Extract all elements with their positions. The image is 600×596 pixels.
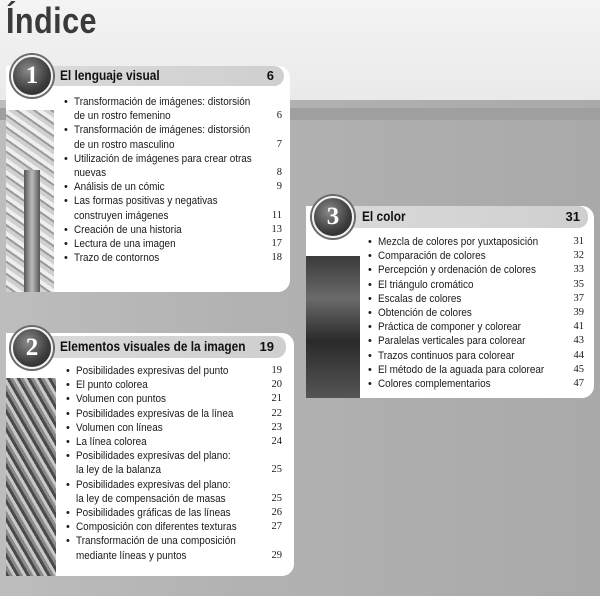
- toc-entry-page: 23: [271, 421, 282, 433]
- toc-entry-text: • Trazos continuos para colorear: [378, 349, 515, 362]
- section-1-photo: [6, 110, 54, 292]
- toc-entry[interactable]: [64, 180, 282, 194]
- toc-entry[interactable]: [66, 435, 282, 449]
- section-1-header: [48, 66, 284, 86]
- toc-entry[interactable]: [64, 237, 282, 251]
- toc-entry-text: • Volumen con líneas: [76, 421, 163, 434]
- toc-entry-text: • Mezcla de colores por yuxtaposición: [378, 236, 539, 248]
- toc-entry[interactable]: [66, 534, 282, 562]
- section-3-title[interactable]: El color: [362, 209, 406, 224]
- toc-entry-page: 18: [271, 252, 282, 264]
- toc-entry-text: • Trazo de contornos: [74, 252, 160, 265]
- toc-entry-text: • Posibilidades expresivas de la línea: [76, 407, 234, 420]
- toc-entry[interactable]: [66, 364, 282, 378]
- section-1-item-list: [64, 95, 282, 265]
- toc-entry-text: • Escalas de colores: [378, 292, 462, 305]
- section-2-number-badge: 2: [11, 327, 53, 369]
- toc-entry-page: 45: [573, 363, 584, 375]
- toc-entry-page: 13: [271, 223, 282, 235]
- toc-entry-page: 9: [276, 181, 282, 193]
- toc-entry-text: • Posibilidades expresivas del punto: [76, 365, 229, 377]
- toc-entry[interactable]: [368, 349, 584, 363]
- toc-entry-text: • Posibilidades expresivas del plano:: [76, 478, 231, 491]
- toc-entry-text: • Comparación de colores: [378, 250, 486, 263]
- section-3-page: 31: [565, 209, 580, 224]
- toc-entry-page: 32: [573, 250, 584, 262]
- toc-entry[interactable]: [66, 449, 282, 477]
- toc-entry-page: 44: [573, 349, 584, 361]
- toc-entry[interactable]: [66, 392, 282, 406]
- toc-entry-page: 22: [271, 407, 282, 419]
- toc-entry[interactable]: [368, 363, 584, 377]
- section-3-item-list: [368, 235, 584, 391]
- toc-entry-page: 8: [276, 167, 282, 179]
- toc-entry-page: 27: [271, 521, 282, 533]
- toc-entry-text: nuevas: [74, 167, 107, 180]
- toc-entry-text: • Transformación de imágenes: distorsión: [74, 96, 251, 108]
- toc-entry[interactable]: [368, 292, 584, 306]
- section-3-number-badge: 3: [312, 196, 354, 238]
- toc-entry[interactable]: [368, 334, 584, 348]
- toc-entry-text: • Transformación de una composición: [76, 535, 236, 548]
- tower-shape: [24, 170, 40, 292]
- section-1-title[interactable]: El lenguaje visual: [60, 68, 160, 83]
- toc-entry-page: 35: [573, 278, 584, 290]
- toc-entry-text: la ley de compensación de masas: [76, 492, 226, 505]
- toc-entry-page: 17: [271, 238, 282, 250]
- toc-entry[interactable]: [64, 152, 282, 180]
- toc-entry[interactable]: [368, 377, 584, 391]
- toc-entry-page: 31: [573, 236, 584, 247]
- section-2-title[interactable]: Elementos visuales de la imagen: [60, 339, 246, 354]
- toc-entry-text: de un rostro femenino: [74, 110, 171, 123]
- toc-entry[interactable]: [368, 235, 584, 249]
- toc-entry-page: 39: [573, 307, 584, 319]
- toc-entry[interactable]: [64, 194, 282, 222]
- toc-entry-page: 24: [271, 436, 282, 448]
- toc-entry-page: 37: [573, 292, 584, 304]
- toc-entry-page: 20: [271, 379, 282, 391]
- toc-entry[interactable]: [66, 506, 282, 520]
- toc-entry-page: 25: [271, 464, 282, 476]
- toc-entry-text: • Paralelas verticales para colorear: [378, 335, 526, 348]
- toc-entry[interactable]: [66, 378, 282, 392]
- toc-entry-text: • El método de la aguada para colorear: [378, 363, 545, 376]
- toc-entry[interactable]: [66, 407, 282, 421]
- section-1-page: 6: [266, 68, 274, 83]
- toc-entry-text: • Transformación de imágenes: distorsión: [74, 124, 251, 137]
- toc-entry-page: 29: [271, 549, 282, 561]
- toc-entry[interactable]: [368, 278, 584, 292]
- toc-entry-text: • Percepción y ordenación de colores: [378, 264, 536, 277]
- toc-entry-text: • Posibilidades expresivas del plano:: [76, 450, 231, 463]
- toc-entry-text: • Composición con diferentes texturas: [76, 521, 237, 534]
- toc-entry-text: • El triángulo cromático: [378, 278, 474, 291]
- toc-entry-text: construyen imágenes: [74, 209, 169, 222]
- toc-entry[interactable]: [64, 95, 282, 123]
- toc-entry[interactable]: [368, 263, 584, 277]
- toc-entry-text: la ley de la balanza: [76, 464, 162, 477]
- toc-entry-text: • Creación de una historia: [74, 223, 182, 236]
- toc-entry-page: 7: [276, 138, 282, 150]
- toc-entry-text: • La línea colorea: [76, 436, 147, 449]
- toc-entry-page: 41: [573, 321, 584, 333]
- section-2-page: 19: [259, 339, 274, 354]
- toc-entry-page: 26: [271, 507, 282, 519]
- toc-entry-page: 43: [573, 335, 584, 347]
- toc-entry[interactable]: [368, 306, 584, 320]
- toc-entry[interactable]: [64, 223, 282, 237]
- toc-entry[interactable]: [66, 520, 282, 534]
- toc-entry-text: • Análisis de un cómic: [74, 181, 165, 194]
- toc-entry-page: 6: [276, 110, 282, 122]
- toc-entry[interactable]: [66, 478, 282, 506]
- toc-entry[interactable]: [64, 123, 282, 151]
- toc-entry-text: • Utilización de imágenes para crear otras: [74, 152, 252, 165]
- toc-entry-text: • Posibilidades gráficas de las líneas: [76, 507, 231, 520]
- toc-entry-page: 19: [271, 365, 282, 376]
- section-2-header: [48, 336, 286, 358]
- toc-entry-page: 11: [271, 209, 282, 221]
- toc-entry-page: 47: [573, 378, 584, 390]
- section-3-header: [350, 206, 588, 228]
- section-2-photo: [6, 378, 56, 576]
- toc-entry[interactable]: [368, 320, 584, 334]
- toc-entry-text: • Lectura de una imagen: [74, 238, 176, 251]
- toc-entry-page: 33: [573, 264, 584, 276]
- toc-entry-page: 21: [271, 393, 282, 405]
- toc-entry-text: • Práctica de componer y colorear: [378, 321, 522, 334]
- page-title: Índice: [6, 0, 97, 41]
- toc-entry-text: • Colores complementarios: [378, 378, 491, 391]
- toc-entry-text: • Volumen con puntos: [76, 393, 167, 406]
- section-1-number-badge: 1: [11, 55, 53, 97]
- toc-entry-page: 25: [271, 492, 282, 504]
- toc-entry[interactable]: [66, 421, 282, 435]
- toc-entry-text: • El punto colorea: [76, 379, 148, 392]
- section-3-photo: [306, 256, 360, 398]
- section-2-item-list: [66, 364, 282, 563]
- toc-entry-text: • Obtención de colores: [378, 307, 472, 320]
- toc-entry[interactable]: [368, 249, 584, 263]
- toc-entry-text: • Las formas positivas y negativas: [74, 195, 218, 208]
- toc-entry-text: de un rostro masculino: [74, 138, 175, 151]
- toc-entry-text: mediante líneas y puntos: [76, 549, 187, 562]
- toc-entry[interactable]: [64, 251, 282, 265]
